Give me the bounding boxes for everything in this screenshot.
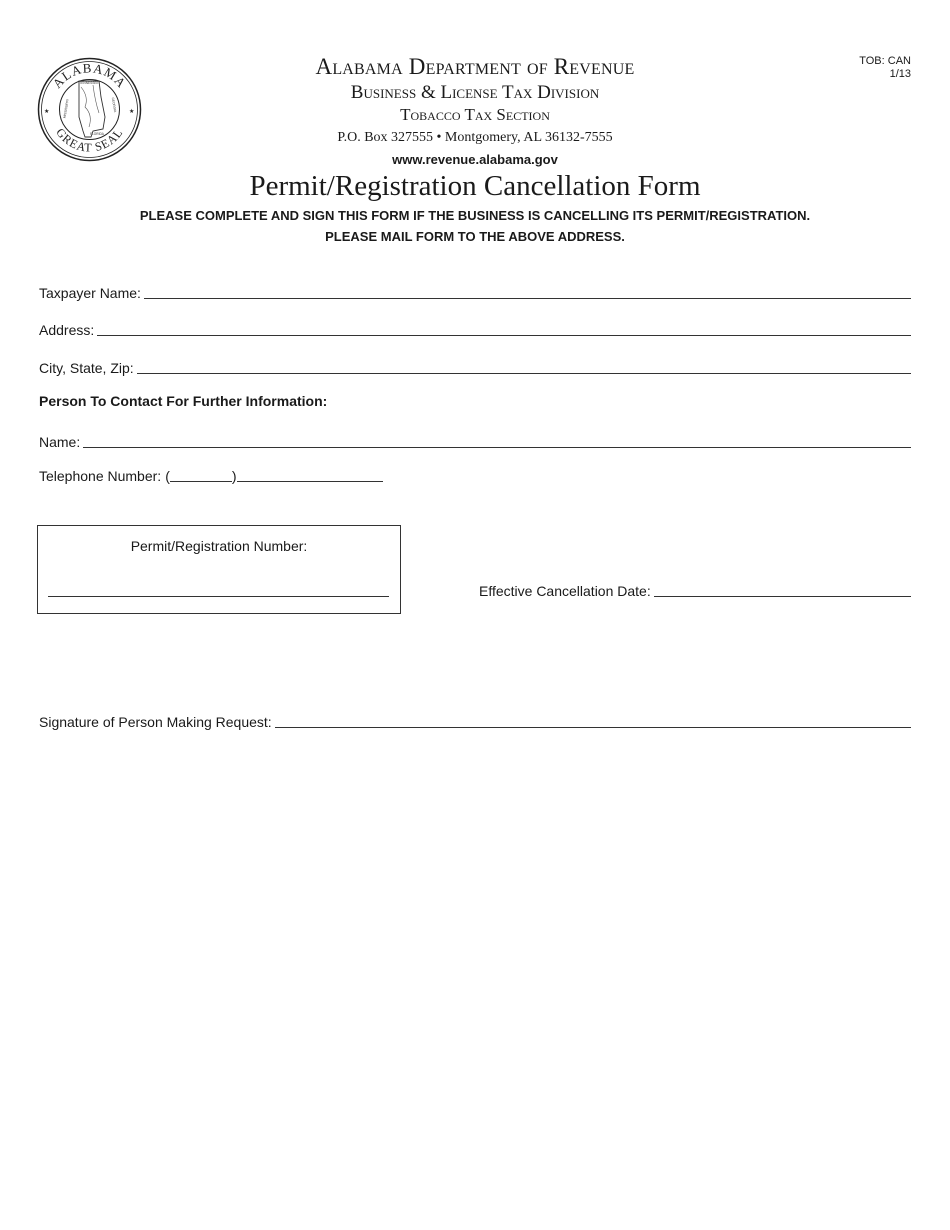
city-state-zip-label: City, State, Zip: — [39, 360, 134, 376]
telephone-label: Telephone Number: — [39, 468, 162, 484]
city-state-zip-field — [39, 356, 911, 376]
effective-date-field — [479, 579, 911, 599]
address-field — [39, 318, 911, 338]
seal-bottom-text: GREAT SEAL — [53, 125, 126, 155]
telephone-area-code-input[interactable] — [170, 467, 232, 482]
contact-name-label: Name: — [39, 434, 81, 450]
seal-label-tennessee: TENNESSEE — [79, 81, 99, 85]
permit-number-box — [37, 525, 401, 614]
section-name: Tobacco Tax Section — [400, 105, 550, 124]
contact-name-field — [39, 430, 911, 450]
instruction-line-1: PLEASE COMPLETE AND SIGN THIS FORM IF THE BUSINESS IS CANCELLING ITS PERMIT/REGISTRATION. — [139, 208, 811, 223]
permit-number-label: Permit/Registration Number: — [130, 538, 308, 554]
form-title: Permit/Registration Cancellation Form — [249, 170, 701, 202]
signature-label: Signature of Person Making Request: — [39, 714, 272, 730]
telephone-number-input[interactable] — [237, 467, 383, 482]
taxpayer-name-label: Taxpayer Name: — [39, 285, 141, 301]
department-name: Alabama Department of Revenue — [315, 54, 635, 79]
city-state-zip-input[interactable] — [137, 359, 911, 374]
instruction-line-2: PLEASE MAIL FORM TO THE ABOVE ADDRESS. — [325, 229, 625, 244]
contact-name-input[interactable] — [83, 433, 911, 448]
seal-label-mississippi: MISSISSIPPI — [62, 99, 70, 119]
signature-input[interactable] — [275, 713, 911, 728]
signature-field — [39, 710, 911, 730]
address-label: Address: — [39, 322, 95, 338]
form-code-id: TOB: CAN — [859, 55, 911, 67]
mailing-address: P.O. Box 327555 • Montgomery, AL 36132-7555 — [337, 130, 613, 145]
svg-text:★: ★ — [44, 109, 50, 115]
permit-number-input[interactable] — [48, 596, 389, 597]
taxpayer-name-field — [39, 281, 911, 301]
effective-date-label: Effective Cancellation Date: — [479, 583, 651, 599]
svg-text:★: ★ — [129, 109, 135, 115]
address-input[interactable] — [97, 321, 911, 336]
website-link[interactable]: www.revenue.alabama.gov — [392, 152, 558, 167]
seal-label-georgia: GEORGIA — [110, 97, 118, 113]
division-name: Business & License Tax Division — [350, 82, 600, 103]
effective-date-input[interactable] — [654, 582, 911, 597]
seal-label-florida: FLORIDA — [90, 132, 104, 136]
seal-top-text: ALABAMA — [49, 60, 130, 91]
telephone-field: Telephone Number: ( ) — [39, 467, 383, 484]
contact-heading: Person To Contact For Further Information: — [39, 393, 328, 409]
form-code-date: 1/13 — [889, 68, 911, 80]
taxpayer-name-input[interactable] — [144, 284, 911, 299]
